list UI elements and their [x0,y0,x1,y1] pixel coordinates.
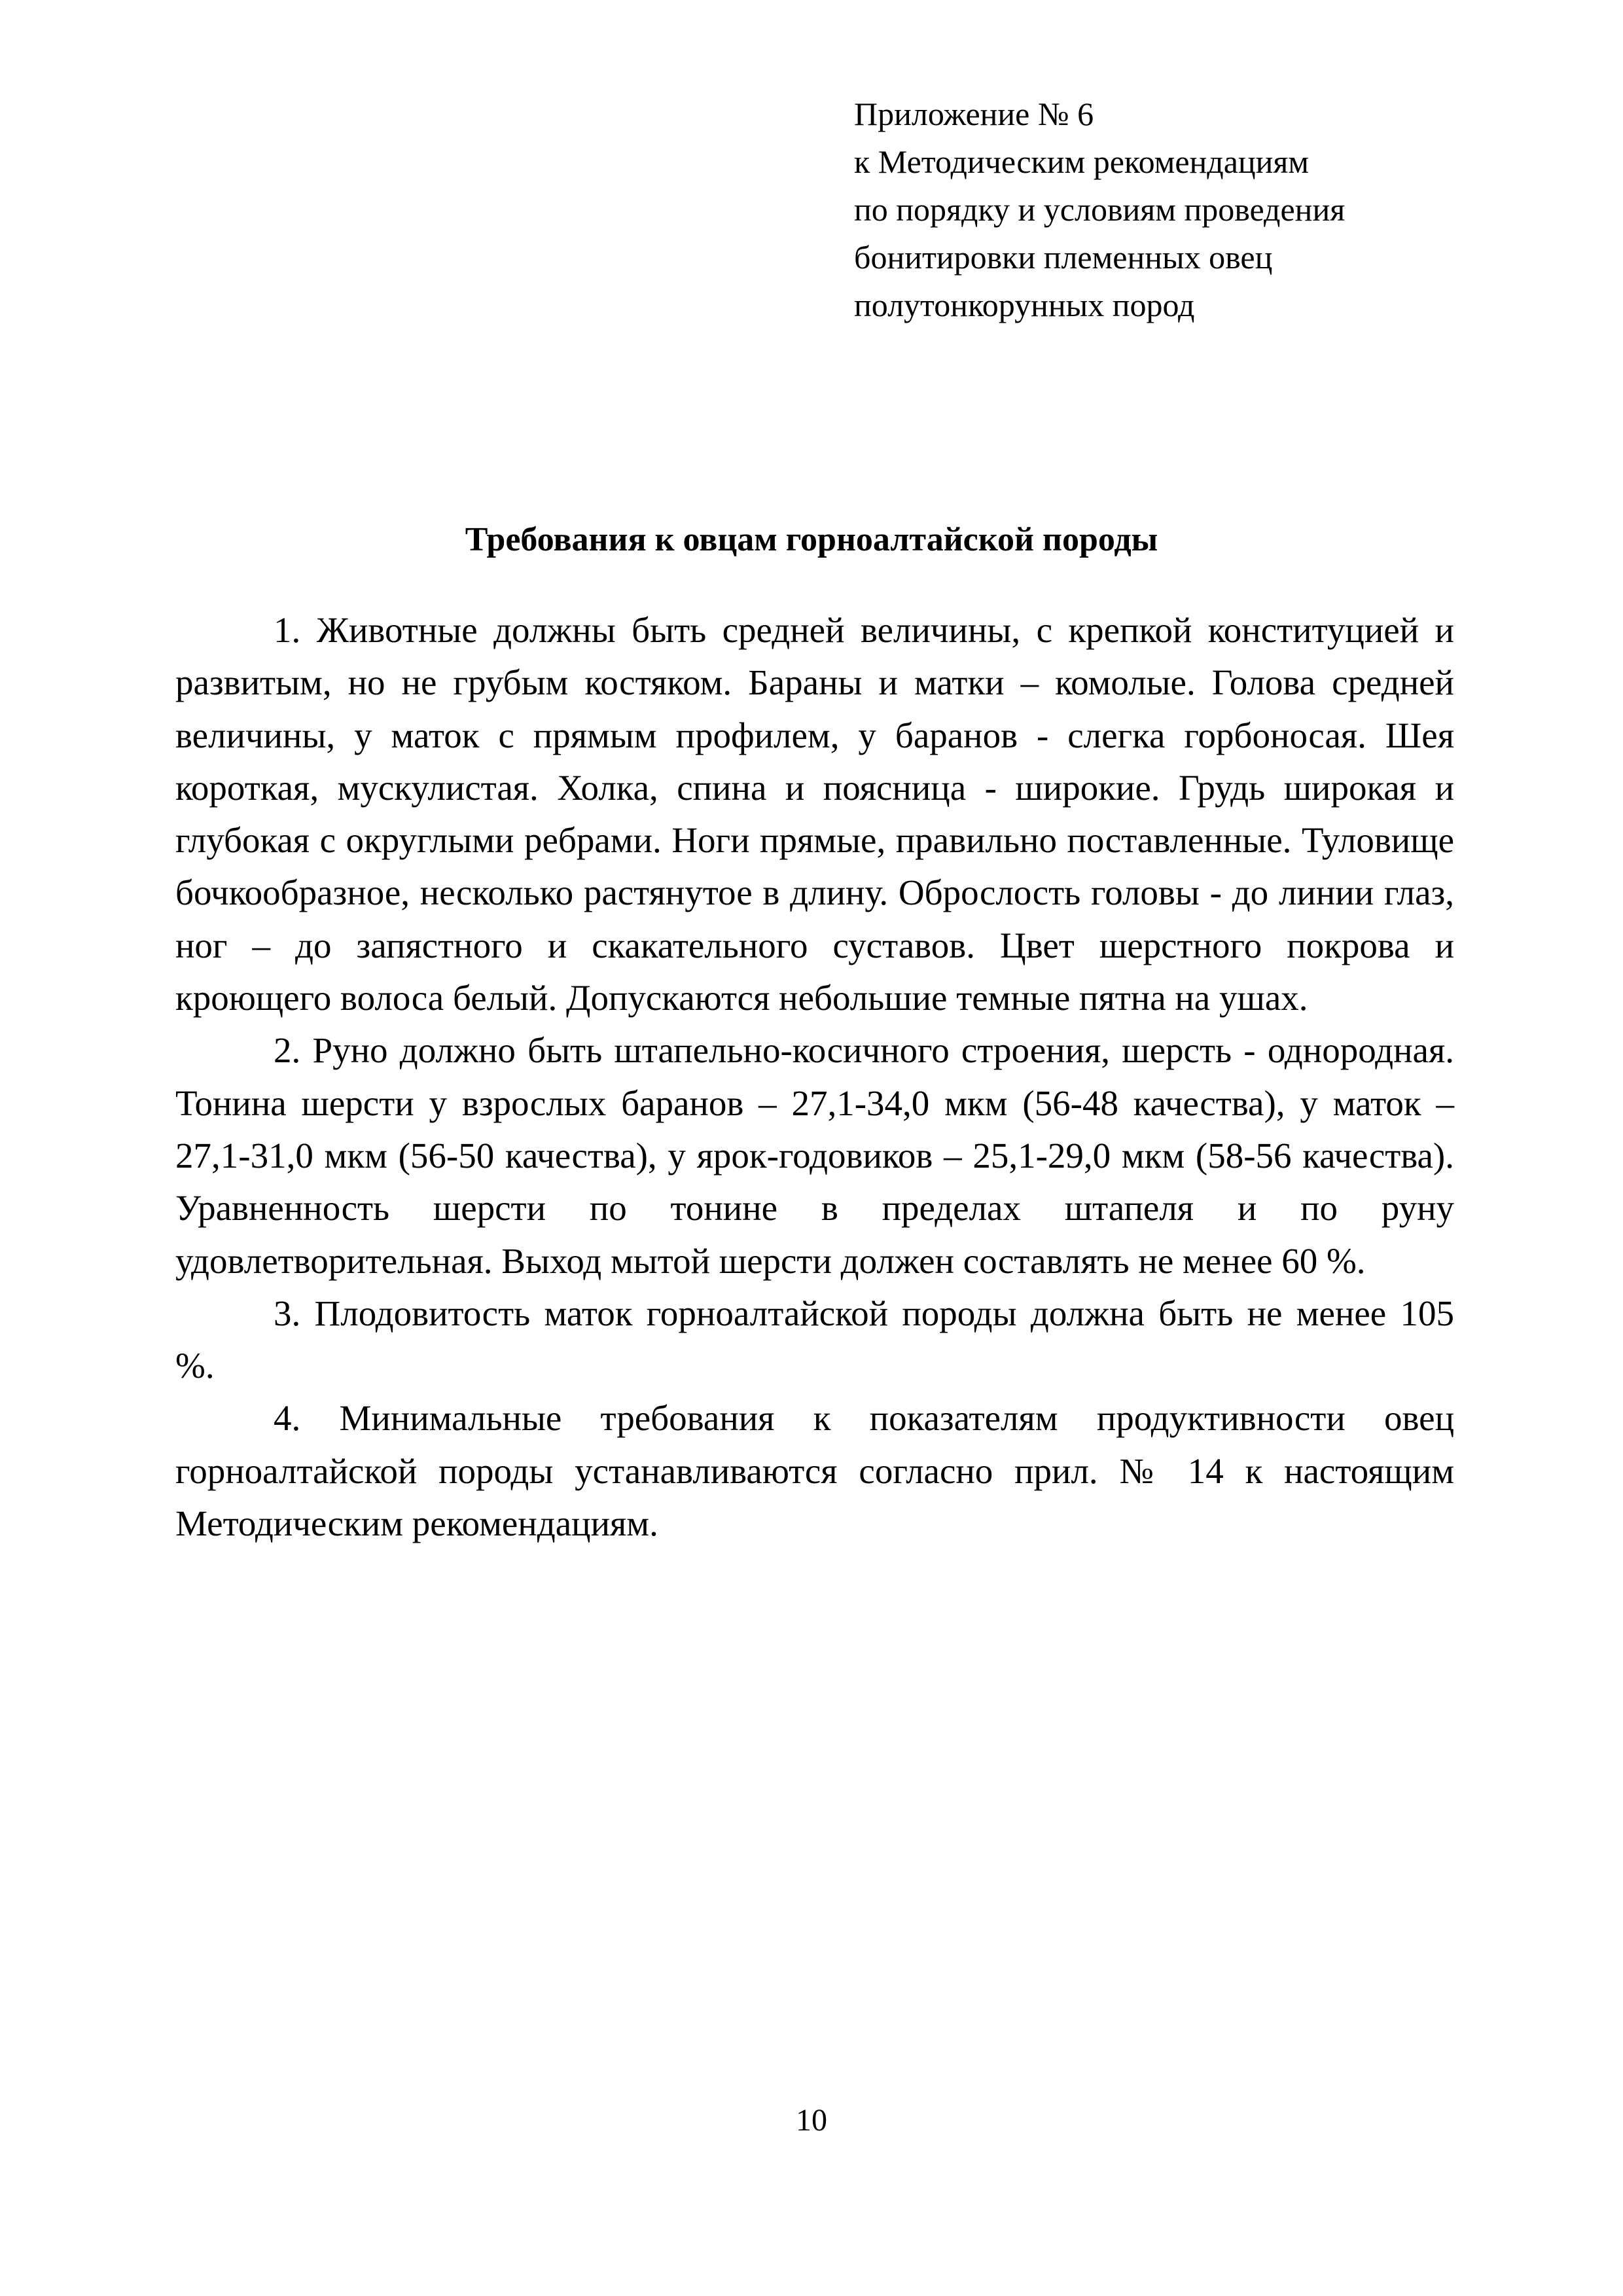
document-title: Требования к овцам горноалтайской породы [465,521,1158,558]
paragraph-1: 1. Животные должны быть средней величины, с крепкой конституцией и развитым, но не грубым костяком. Бараны и матки – комолые. Голова средней величины, у маток с прямым профилем, у баранов - слегка горбоносая. Шея короткая, мускулистая. Холка, спина и поясница - широкие. Грудь широкая и глубокая с округлыми ребрами. Ноги прямые, правильно поставленные. Туловище бочкообразное, несколько растянутое в длину. Оброслость головы - до линии глаз, ног – до запястного и скакательного суставов. Цвет шерстного покрова и кроющего волоса белый. Допускаются небольшие темные пятна на ушах. [175,610,1454,1018]
paragraph-3: 3. Плодовитость маток горноалтайской породы должна быть не менее 105 %. [175,1293,1454,1386]
appendix-number: Приложение № 6 [854,96,1094,132]
appendix-line-2: к Методическим рекомендациям [854,143,1310,180]
paragraph-4: 4. Минимальные требования к показателям продуктивности овец горноалтайской породы устанавливаются согласно прил. № 14 к настоящим Методическим рекомендациям. [175,1398,1454,1544]
document-body [175,604,1454,1550]
appendix-line-4: бонитировки племенных овец [854,239,1273,276]
appendix-header [854,90,1508,329]
paragraph-2: 2. Руно должно быть штапельно-косичного строения, шерсть - однородная. Тонина шерсти у взрослых баранов – 27,1-34,0 мкм (56-48 качества), у маток – 27,1-31,0 мкм (56-50 качества), у ярок-годовиков – 25,1-29,0 мкм (58-56 качества). Уравненность шерсти по тонине в пределах штапеля и по руну удовлетворительная. Выход мытой шерсти должен составлять не менее 60 %. [175,1030,1454,1281]
appendix-line-5: полутонкорунных пород [854,287,1195,323]
appendix-line-3: по порядку и условиям проведения [854,191,1346,228]
page-number: 10 [796,2103,827,2138]
